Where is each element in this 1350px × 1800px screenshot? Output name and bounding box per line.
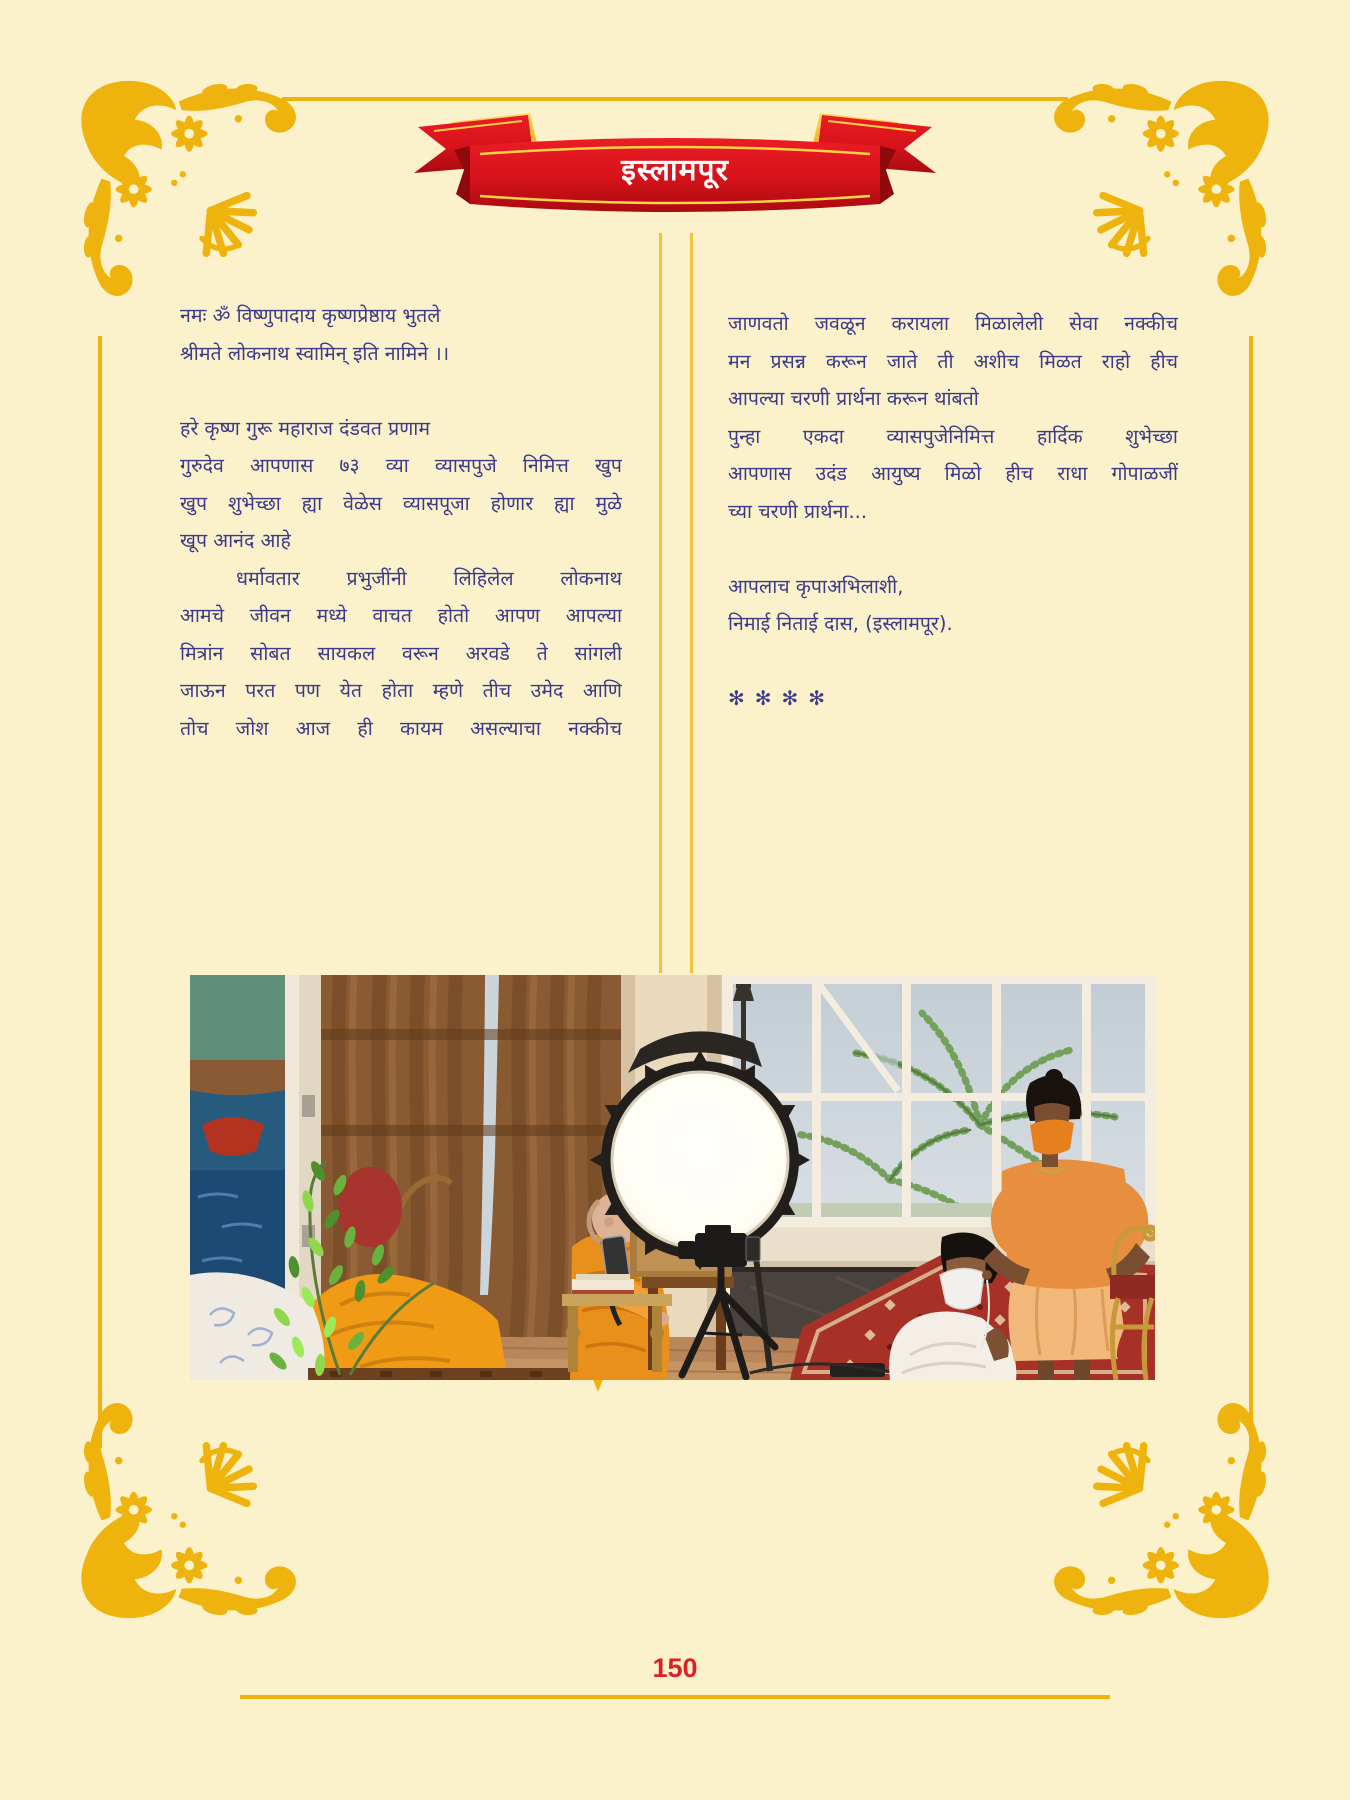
text-line: खूप आनंद आहे bbox=[180, 529, 291, 552]
text-line: जाणवतो जवळून करायला मिळालेली सेवा नक्कीच bbox=[728, 312, 1178, 335]
blank-line bbox=[728, 530, 1178, 568]
text-line: मन प्रसन्न करून जाते ती अशीच मिळत राहो हीच bbox=[728, 349, 1178, 373]
corner-ornament-icon bbox=[76, 76, 311, 311]
text-line: खुप शुभेच्छा ह्या वेळेस व्यासपूजा होणार ह्या मुळे bbox=[180, 491, 622, 515]
text-line: च्या चरणी प्रार्थना... bbox=[728, 499, 868, 523]
text-line: आपल्या चरणी प्रार्थना करून थांबतो bbox=[728, 387, 979, 410]
page-number: 150 bbox=[652, 1653, 698, 1683]
signature-line: निमाई निताई दास, (इस्लामपूर). bbox=[728, 612, 953, 635]
photo bbox=[190, 975, 1155, 1380]
page-title: इस्लामपूर bbox=[621, 153, 729, 188]
text-line: तोच जोश आज ही कायम असल्याचा नक्कीच bbox=[180, 716, 622, 740]
section-divider-stars: ✻✻✻✻ bbox=[728, 686, 836, 710]
text-line: पुन्हा एकदा व्यासपुजेनिमित्त हार्दिक शुभेच्छा bbox=[728, 424, 1178, 448]
text-line: जाऊन परत पण येत होता म्हणे तीच उमेद आणि bbox=[180, 679, 622, 702]
text-line: धर्मावतार प्रभुजींनी लिहिलेल लोकनाथ bbox=[236, 566, 622, 590]
text-line: श्रीमते लोकनाथ स्वामिन् इति नामिने ।। bbox=[180, 341, 450, 365]
text-line: आपणास उदंड आयुष्य मिळो हीच राधा गोपाळजीं bbox=[728, 462, 1178, 485]
text-line: गुरुदेव आपणास ७३ व्या व्यासपुजे निमित्त खुप bbox=[180, 454, 622, 477]
left-column bbox=[180, 297, 622, 747]
corner-ornament-icon bbox=[1039, 76, 1274, 311]
blank-line bbox=[180, 372, 622, 410]
frame-bottom-line bbox=[240, 1695, 1110, 1699]
column-divider-line bbox=[659, 233, 662, 973]
blank-line bbox=[728, 643, 1178, 681]
column-divider-line bbox=[690, 233, 693, 973]
signature-line: आपलाच कृपाअभिलाशी, bbox=[728, 574, 904, 598]
photo-illustration bbox=[190, 975, 1155, 1380]
frame-top-line bbox=[282, 97, 1068, 101]
title-ribbon bbox=[400, 110, 950, 215]
right-column bbox=[728, 305, 1178, 718]
corner-ornament-icon bbox=[76, 1388, 311, 1623]
text-line: हरे कृष्ण गुरू महाराज दंडवत प्रणाम bbox=[180, 416, 431, 440]
frame-left-line bbox=[98, 336, 102, 1448]
text-line: मित्रांन सोबत सायकल वरून अरवडे ते सांगली bbox=[180, 641, 622, 665]
text-line: नमः ॐ विष्णुपादाय कृष्णप्रेष्ठाय भुतले bbox=[180, 304, 441, 327]
text-line: आमचे जीवन मध्ये वाचत होतो आपण आपल्या bbox=[180, 604, 622, 627]
frame-right-line bbox=[1249, 336, 1253, 1448]
corner-ornament-icon bbox=[1039, 1388, 1274, 1623]
